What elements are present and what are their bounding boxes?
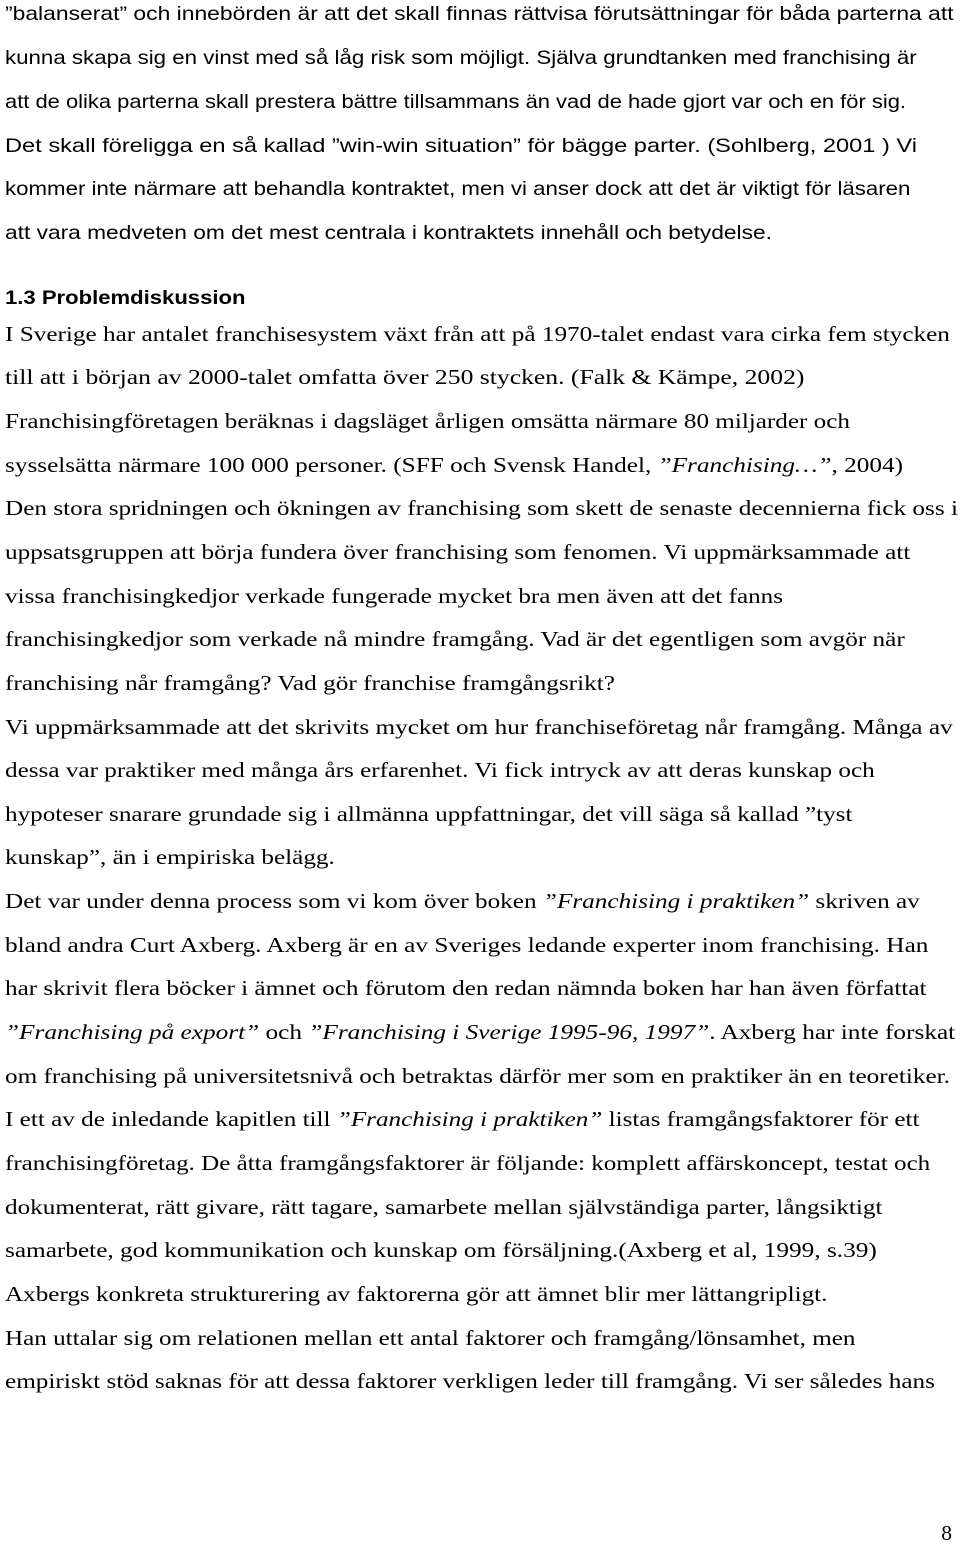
text-line bbox=[5, 932, 928, 958]
italic-title: ”Franchising…” bbox=[657, 453, 832, 477]
text-segment: dessa var praktiker med många års erfarenhet. Vi fick intryck av att deras kunskap och bbox=[5, 758, 875, 782]
text-line bbox=[5, 452, 903, 478]
text-segment: Han uttalar sig om relationen mellan ett antal faktorer och framgång/lönsamhet, men bbox=[5, 1326, 856, 1350]
text-segment: , 2004) bbox=[831, 453, 904, 477]
text-segment: bland andra Curt Axberg. Axberg är en av Sveriges ledande experter inom franchising. Han bbox=[5, 933, 929, 957]
text-line bbox=[5, 801, 852, 827]
text-line bbox=[5, 844, 335, 870]
italic-title: ”Franchising i praktiken” bbox=[542, 889, 810, 913]
text-segment: Det var under denna process som vi kom över boken bbox=[5, 889, 543, 913]
text-line bbox=[5, 1368, 935, 1394]
italic-title: ”Franchising i Sverige 1995-96, 1997” bbox=[308, 1020, 710, 1044]
text-line bbox=[5, 408, 850, 434]
text-line bbox=[5, 45, 917, 71]
text-line bbox=[5, 1150, 930, 1176]
text-line bbox=[5, 757, 875, 783]
text-line bbox=[5, 1019, 955, 1045]
text-segment: uppsatsgruppen att börja fundera över franchising som fenomen. Vi uppmärksammade att bbox=[5, 540, 911, 564]
text-segment: dokumenterat, rätt givare, rätt tagare, samarbete mellan självständiga parter, långsiktigt bbox=[5, 1195, 883, 1219]
text-segment: kunna skapa sig en vinst med så låg risk som möjligt. Själva grundtanken med franchising är bbox=[5, 47, 917, 69]
italic-title: ”Franchising på export” bbox=[5, 1020, 260, 1044]
text-segment: skriven av bbox=[809, 889, 920, 913]
text-line bbox=[5, 1237, 877, 1263]
text-segment: att de olika parterna skall prestera bättre tillsammans än vad de hade gjort var och en för sig. bbox=[5, 91, 907, 113]
text-segment: Den stora spridningen och ökningen av franchising som skett de senaste decennierna fick oss i bbox=[5, 496, 959, 520]
text-segment: Axbergs konkreta strukturering av faktorerna gör att ämnet blir mer lättangripligt. bbox=[5, 1282, 828, 1306]
text-segment: samarbete, god kommunikation och kunskap om försäljning.(Axberg et al, 1999, s.39) bbox=[5, 1238, 877, 1262]
section-heading bbox=[5, 285, 245, 311]
text-segment: om franchising på universitetsnivå och betraktas därför mer som en praktiker än en teoretiker. bbox=[5, 1064, 950, 1088]
text-segment: att vara medveten om det mest centrala i kontraktets innehåll och betydelse. bbox=[5, 222, 772, 244]
text-segment: sysselsätta närmare 100 000 personer. (SFF och Svensk Handel, bbox=[5, 453, 658, 477]
text-line bbox=[5, 1325, 855, 1351]
text-line bbox=[5, 321, 950, 347]
text-segment: Det skall föreligga en så kallad ”win-win situation” för bägge parter. (Sohlberg, 2001 ) Vi bbox=[5, 135, 917, 157]
text-line bbox=[5, 1281, 827, 1307]
text-segment: I ett av de inledande kapitlen till bbox=[5, 1107, 337, 1131]
text-segment: kunskap”, än i empiriska belägg. bbox=[5, 845, 335, 869]
text-line bbox=[5, 133, 917, 159]
text-segment: I Sverige har antalet franchisesystem växt från att på 1970-talet endast vara cirka fem stycken bbox=[5, 322, 950, 346]
text-line bbox=[5, 89, 906, 115]
text-line bbox=[5, 714, 953, 740]
text-line bbox=[5, 626, 905, 652]
text-segment: till att i början av 2000-talet omfatta över 250 stycken. (Falk & Kämpe, 2002) bbox=[5, 365, 805, 389]
text-segment: hypoteser snarare grundade sig i allmänna uppfattningar, det vill säga så kallad ”tyst bbox=[5, 802, 853, 826]
text-line bbox=[5, 364, 804, 390]
text-line bbox=[5, 1063, 950, 1089]
text-line bbox=[5, 220, 772, 246]
text-segment: vissa franchisingkedjor verkade fungerade mycket bra men även att det fanns bbox=[5, 584, 784, 608]
text-segment: 1.3 Problemdiskussion bbox=[5, 287, 246, 309]
page-number: 8 bbox=[941, 1521, 952, 1545]
text-segment: Vi uppmärksammade att det skrivits mycket om hur franchiseföretag når framgång. Många av bbox=[5, 715, 953, 739]
text-line bbox=[5, 1, 954, 27]
text-segment: . Axberg har inte forskat bbox=[709, 1020, 956, 1044]
text-line bbox=[5, 176, 910, 202]
text-line bbox=[5, 975, 926, 1001]
text-line bbox=[5, 539, 910, 565]
text-segment: franchisingföretag. De åtta framgångsfaktorer är följande: komplett affärskoncept, testat och bbox=[5, 1151, 931, 1175]
text-segment: ”balanserat” och innebörden är att det skall finnas rättvisa förutsättningar för båda parterna att bbox=[5, 3, 954, 25]
text-segment: franchising når framgång? Vad gör franchise framgångsrikt? bbox=[5, 671, 615, 695]
text-line bbox=[5, 888, 920, 914]
text-segment: Franchisingföretagen beräknas i dagsläget årligen omsätta närmare 80 miljarder och bbox=[5, 409, 850, 433]
text-line bbox=[5, 495, 958, 521]
text-segment: och bbox=[259, 1020, 309, 1044]
text-line bbox=[5, 583, 783, 609]
italic-title: ”Franchising i praktiken” bbox=[336, 1107, 603, 1131]
text-line bbox=[5, 1194, 882, 1220]
text-segment: listas framgångsfaktorer för ett bbox=[602, 1107, 920, 1131]
text-segment: kommer inte närmare att behandla kontraktet, men vi anser dock att det är viktigt för läsaren bbox=[5, 178, 911, 200]
text-segment: franchisingkedjor som verkade nå mindre framgång. Vad är det egentligen som avgör när bbox=[5, 627, 905, 651]
text-segment: empiriskt stöd saknas för att dessa faktorer verkligen leder till framgång. Vi ser således hans bbox=[5, 1369, 935, 1393]
text-line bbox=[5, 1106, 920, 1132]
text-segment: har skrivit flera böcker i ämnet och förutom den redan nämnda boken har han även författat bbox=[5, 976, 927, 1000]
text-line bbox=[5, 670, 615, 696]
